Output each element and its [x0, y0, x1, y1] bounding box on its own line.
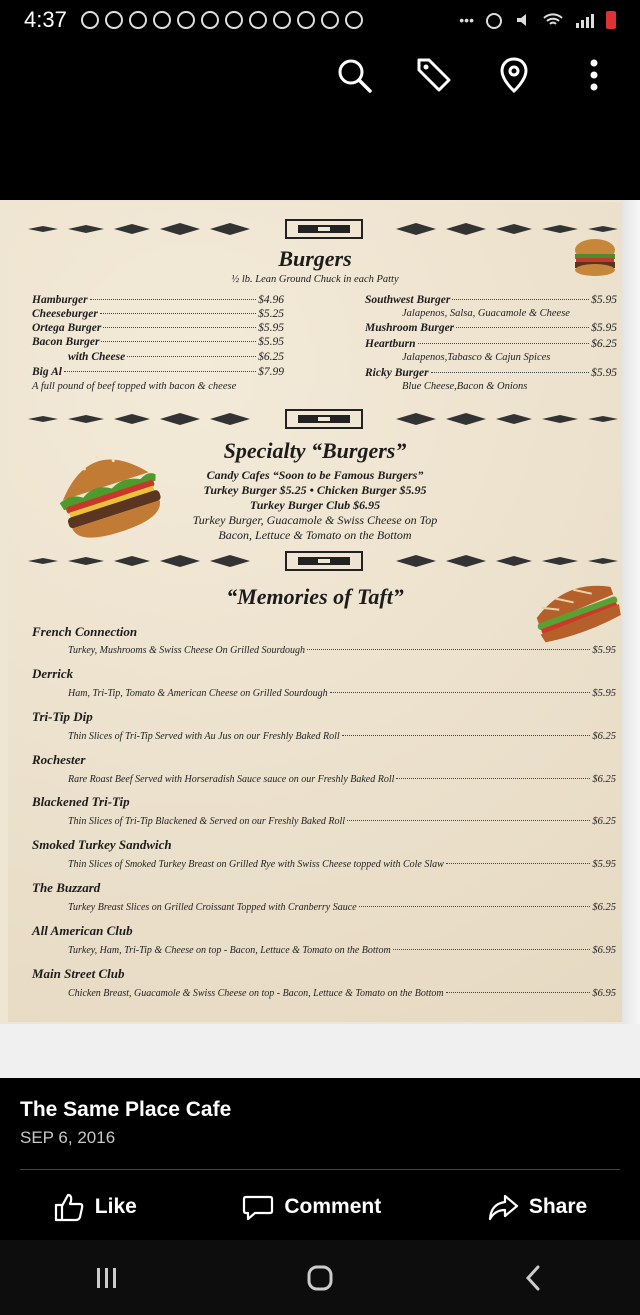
status-time: 4:37 — [24, 7, 67, 32]
menu-item-name: Main Street Club — [32, 966, 125, 981]
wifi-icon — [542, 11, 564, 29]
item-description: Rare Roast Beef Served with Horseradish Sauce sauce on our Freshly Baked Roll — [68, 774, 395, 785]
menu-item-name: French Connection — [32, 624, 138, 639]
burgers-subtitle: ½ lb. Lean Ground Chuck in each Patty — [231, 274, 399, 285]
chrome-icon — [129, 11, 147, 29]
specialty-line: Candy Cafes “Soon to be Famous Burgers” — [206, 468, 424, 482]
menu-item — [365, 322, 617, 334]
item-description: Thin Slices of Smoked Turkey Breast on Grilled Rye with Swiss Cheese topped with Cole Slaw — [68, 859, 444, 870]
menu-item — [32, 336, 284, 348]
memories-heading: “Memories of Taft” — [226, 584, 404, 609]
comment-icon — [242, 1192, 274, 1222]
item-name: Big Al — [32, 366, 62, 378]
item-price: $7.99 — [258, 366, 284, 378]
item-name: Mushroom Burger — [365, 322, 455, 334]
menu-item-row — [68, 731, 616, 742]
at-sign-icon — [81, 11, 99, 29]
item-name: Ricky Burger — [365, 367, 429, 379]
item-description: Turkey, Ham, Tri-Tip & Cheese on top - Bacon, Lettuce & Tomato on the Bottom — [68, 945, 391, 956]
specialty-line: Turkey Burger, Guacamole & Swiss Cheese on Top — [192, 513, 438, 527]
item-price: $6.25 — [258, 351, 284, 363]
menu-item — [32, 366, 284, 378]
item-price: $5.95 — [258, 322, 284, 334]
location-pin-icon[interactable] — [494, 55, 534, 95]
item-description: Thin Slices of Tri-Tip Blackened & Served on our Freshly Baked Roll — [68, 816, 346, 827]
decorative-divider — [28, 408, 618, 430]
menu-item — [32, 308, 284, 320]
item-price: $6.25 — [592, 902, 616, 913]
menu-item — [365, 294, 617, 306]
menu-item-name: The Buzzard — [32, 880, 101, 895]
menu-item-row — [68, 816, 616, 827]
post-actions — [0, 1180, 640, 1234]
item-price: $4.96 — [258, 294, 284, 306]
item-description: Thin Slices of Tri-Tip Served with Au Jus on our Freshly Baked Roll — [68, 731, 340, 742]
menu-item — [365, 338, 617, 350]
specialty-line: Turkey Burger $5.25 • Chicken Burger $5.95 — [203, 483, 427, 497]
item-description: Turkey, Mushrooms & Swiss Cheese On Grilled Sourdough — [68, 645, 306, 656]
item-price: $6.25 — [591, 338, 617, 350]
specialty-line: Bacon, Lettuce & Tomato on the Bottom — [218, 528, 412, 542]
item-price: $6.25 — [592, 774, 616, 785]
menu-item-row — [68, 988, 616, 999]
notification-icons — [81, 11, 363, 29]
menu-photo[interactable] — [0, 200, 640, 1078]
chrome-icon — [225, 11, 243, 29]
post-title[interactable]: The Same Place Cafe — [20, 1098, 232, 1121]
chrome-icon — [177, 11, 195, 29]
item-name: Southwest Burger — [365, 294, 451, 306]
upload-icon — [105, 11, 123, 29]
item-price: $5.95 — [592, 688, 616, 699]
item-description: Turkey Breast Slices on Grilled Croissant Topped with Cranberry Sauce — [68, 902, 357, 913]
recent-apps-icon[interactable] — [77, 1258, 137, 1298]
item-price: $6.25 — [592, 816, 616, 827]
specialty-line: Turkey Burger Club $6.95 — [249, 498, 381, 512]
item-note: A full pound of beef topped with bacon & cheese — [32, 381, 237, 392]
share-button[interactable] — [487, 1192, 587, 1222]
item-price: $5.95 — [592, 645, 616, 656]
thumbs-up-icon — [53, 1192, 85, 1222]
decorative-divider — [28, 550, 618, 572]
chrome-icon — [321, 11, 339, 29]
battery-icon — [606, 11, 616, 29]
mute-icon — [514, 11, 532, 29]
item-price: $5.95 — [592, 859, 616, 870]
photo-toolbar — [334, 50, 640, 100]
chrome-icon — [249, 11, 267, 29]
menu-item-name: All American Club — [32, 923, 133, 938]
item-price: $6.25 — [592, 731, 616, 742]
facebook-icon — [153, 11, 171, 29]
menu-item-name: Smoked Turkey Sandwich — [32, 837, 172, 852]
post-date: SEP 6, 2016 — [20, 1128, 116, 1147]
item-name: Ortega Burger — [32, 322, 102, 334]
sandwich-illustration — [530, 574, 622, 644]
menu-item-name: Derrick — [32, 666, 74, 681]
menu-item — [68, 351, 284, 363]
item-name: Cheeseburger — [32, 308, 98, 320]
item-price: $6.95 — [592, 988, 616, 999]
chrome-icon — [345, 11, 363, 29]
item-price: $5.95 — [258, 336, 284, 348]
chrome-icon — [273, 11, 291, 29]
like-button[interactable] — [53, 1192, 137, 1222]
item-price: $5.95 — [591, 367, 617, 379]
chrome-icon — [297, 11, 315, 29]
menu-item-name: Blackened Tri-Tip — [32, 794, 130, 809]
share-label: Share — [528, 1195, 588, 1218]
item-description: Ham, Tri-Tip, Tomato & American Cheese on Grilled Sourdough — [68, 688, 328, 699]
alarm-icon — [484, 11, 504, 29]
overflow-indicator: ••• — [459, 12, 474, 28]
menu-item-row — [68, 774, 616, 785]
menu-paper — [8, 202, 622, 1022]
back-icon[interactable] — [503, 1258, 563, 1298]
menu-item — [32, 294, 284, 306]
item-name: Hamburger — [32, 294, 88, 306]
item-description: Chicken Breast, Guacamole & Swiss Cheese on top - Bacon, Lettuce & Tomato on the Bottom — [68, 988, 444, 999]
chrome-icon — [201, 11, 219, 29]
divider — [20, 1169, 620, 1170]
item-name: Bacon Burger — [32, 336, 100, 348]
item-price: $5.95 — [591, 322, 617, 334]
menu-item-row — [68, 859, 616, 870]
item-description: Jalapenos, Salsa, Guacamole & Cheese — [402, 308, 570, 319]
menu-item — [365, 367, 617, 379]
item-description: Jalapenos,Tabasco & Cajun Spices — [402, 352, 551, 363]
search-icon[interactable] — [334, 55, 374, 95]
item-name: with Cheese — [68, 351, 126, 363]
item-price: $6.95 — [592, 945, 616, 956]
burger-illustration — [571, 236, 619, 278]
item-name: Heartburn — [365, 338, 416, 350]
burgers-heading: Burgers — [278, 246, 352, 271]
like-label: Like — [94, 1195, 137, 1218]
menu-item-row — [68, 945, 616, 956]
navigation-bar — [0, 1240, 640, 1315]
photo-edge — [622, 200, 640, 1078]
comment-label: Comment — [284, 1195, 382, 1218]
item-price: $5.25 — [258, 308, 284, 320]
menu-item-name: Rochester — [32, 752, 86, 767]
menu-item — [32, 322, 284, 334]
photo-background — [0, 1024, 640, 1078]
item-description: Blue Cheese,Bacon & Onions — [402, 381, 528, 392]
decorative-divider — [28, 218, 618, 240]
menu-item-row — [68, 645, 616, 656]
comment-button[interactable] — [242, 1192, 381, 1222]
menu-item-name: Tri-Tip Dip — [32, 709, 93, 724]
menu-item-row — [68, 688, 616, 699]
more-vertical-icon[interactable] — [574, 55, 614, 95]
item-price: $5.95 — [591, 294, 617, 306]
tag-icon[interactable] — [414, 55, 454, 95]
status-bar — [0, 0, 640, 40]
home-icon[interactable] — [290, 1258, 350, 1298]
signal-icon — [574, 11, 596, 29]
share-icon — [487, 1192, 519, 1222]
menu-item-row — [68, 902, 616, 913]
specialty-heading: Specialty “Burgers” — [223, 438, 407, 463]
